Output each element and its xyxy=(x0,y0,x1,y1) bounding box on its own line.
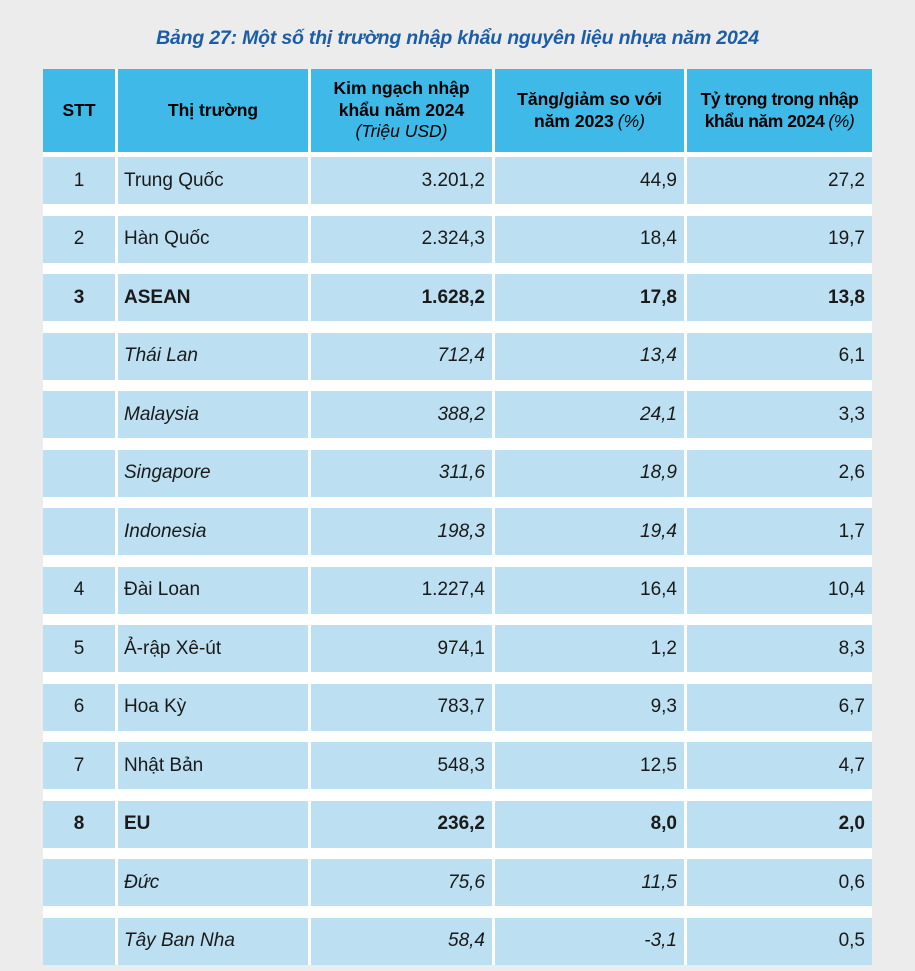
header-turnover-unit: (Triệu USD) xyxy=(355,121,448,142)
header-label xyxy=(499,89,680,132)
cell-change: 9,3 xyxy=(495,684,684,731)
cell-change: 13,4 xyxy=(495,333,684,380)
cell-stt xyxy=(43,918,115,965)
cell-market: Indonesia xyxy=(118,508,308,555)
cell-share: 0,6 xyxy=(687,859,872,906)
cell-share: 2,6 xyxy=(687,450,872,497)
cell-change: 44,9 xyxy=(495,157,684,204)
header-share xyxy=(687,69,872,152)
cell-market: Nhật Bản xyxy=(118,742,308,789)
cell-turnover: 1.227,4 xyxy=(311,567,492,614)
cell-stt: 4 xyxy=(43,567,115,614)
cell-change: 1,2 xyxy=(495,625,684,672)
cell-turnover: 75,6 xyxy=(311,859,492,906)
cell-turnover: 388,2 xyxy=(311,391,492,438)
cell-share: 1,7 xyxy=(687,508,872,555)
cell-market: Tây Ban Nha xyxy=(118,918,308,965)
cell-market: Singapore xyxy=(118,450,308,497)
table-header-row xyxy=(43,69,872,152)
header-market xyxy=(118,69,308,152)
cell-turnover: 783,7 xyxy=(311,684,492,731)
cell-share: 6,7 xyxy=(687,684,872,731)
header-turnover xyxy=(311,69,492,152)
table-row xyxy=(43,450,872,497)
cell-share: 2,0 xyxy=(687,801,872,848)
cell-turnover: 2.324,3 xyxy=(311,216,492,263)
cell-market: Hàn Quốc xyxy=(118,216,308,263)
header-change-label: Tăng/giảm so với năm 2023 xyxy=(517,89,662,131)
cell-share: 27,2 xyxy=(687,157,872,204)
cell-share: 3,3 xyxy=(687,391,872,438)
table-row xyxy=(43,567,872,614)
cell-share: 8,3 xyxy=(687,625,872,672)
cell-stt: 3 xyxy=(43,274,115,321)
cell-turnover: 198,3 xyxy=(311,508,492,555)
cell-stt: 6 xyxy=(43,684,115,731)
table-row xyxy=(43,274,872,321)
table-row xyxy=(43,742,872,789)
page-title: Bảng 27: Một số thị trường nhập khẩu nguyên liệu nhựa năm 2024 xyxy=(156,27,759,49)
cell-market: ASEAN xyxy=(118,274,308,321)
cell-market: EU xyxy=(118,801,308,848)
header-share-label: Tỷ trọng trong nhập khẩu năm 2024 xyxy=(700,89,859,131)
cell-change: 24,1 xyxy=(495,391,684,438)
table-row xyxy=(43,801,872,848)
cell-stt xyxy=(43,391,115,438)
header-stt-label: STT xyxy=(62,99,96,120)
cell-market: Malaysia xyxy=(118,391,308,438)
table-row xyxy=(43,625,872,672)
header-label xyxy=(62,100,95,121)
cell-stt: 2 xyxy=(43,216,115,263)
cell-market: Ả-rập Xê-út xyxy=(118,625,308,672)
cell-market: Thái Lan xyxy=(118,333,308,380)
cell-market: Đài Loan xyxy=(118,567,308,614)
cell-change: 18,9 xyxy=(495,450,684,497)
cell-turnover: 712,4 xyxy=(311,333,492,380)
cell-share: 13,8 xyxy=(687,274,872,321)
table-body xyxy=(43,157,872,965)
cell-turnover: 548,3 xyxy=(311,742,492,789)
header-change xyxy=(495,69,684,152)
cell-stt: 8 xyxy=(43,801,115,848)
cell-change: 8,0 xyxy=(495,801,684,848)
cell-stt: 7 xyxy=(43,742,115,789)
cell-share: 0,5 xyxy=(687,918,872,965)
cell-change: 16,4 xyxy=(495,567,684,614)
header-label xyxy=(324,78,479,142)
header-label xyxy=(168,100,258,121)
cell-change: 12,5 xyxy=(495,742,684,789)
header-stt xyxy=(43,69,115,152)
cell-turnover: 3.201,2 xyxy=(311,157,492,204)
cell-stt xyxy=(43,333,115,380)
table-row xyxy=(43,508,872,555)
header-label xyxy=(689,89,870,132)
cell-change: 18,4 xyxy=(495,216,684,263)
table-row xyxy=(43,333,872,380)
cell-turnover: 236,2 xyxy=(311,801,492,848)
header-change-unit: (%) xyxy=(617,110,645,131)
cell-change: -3,1 xyxy=(495,918,684,965)
cell-change: 19,4 xyxy=(495,508,684,555)
header-market-label: Thị trường xyxy=(167,99,259,120)
cell-change: 11,5 xyxy=(495,859,684,906)
cell-turnover: 311,6 xyxy=(311,450,492,497)
cell-change: 17,8 xyxy=(495,274,684,321)
cell-market: Đức xyxy=(118,859,308,906)
cell-stt xyxy=(43,450,115,497)
table-row xyxy=(43,859,872,906)
table-row xyxy=(43,157,872,204)
cell-stt xyxy=(43,508,115,555)
cell-market: Hoa Kỳ xyxy=(118,684,308,731)
table-row xyxy=(43,391,872,438)
cell-turnover: 974,1 xyxy=(311,625,492,672)
header-turnover-label: Kim ngạch nhập khẩu năm 2024 xyxy=(333,78,470,120)
cell-turnover: 1.628,2 xyxy=(311,274,492,321)
cell-stt: 1 xyxy=(43,157,115,204)
cell-market: Trung Quốc xyxy=(118,157,308,204)
table-row xyxy=(43,216,872,263)
cell-share: 6,1 xyxy=(687,333,872,380)
cell-share: 10,4 xyxy=(687,567,872,614)
table-row xyxy=(43,684,872,731)
cell-share: 19,7 xyxy=(687,216,872,263)
import-markets-table xyxy=(43,69,872,965)
cell-stt: 5 xyxy=(43,625,115,672)
cell-stt xyxy=(43,859,115,906)
header-share-unit: (%) xyxy=(828,110,855,131)
cell-share: 4,7 xyxy=(687,742,872,789)
cell-turnover: 58,4 xyxy=(311,918,492,965)
table-row xyxy=(43,918,872,965)
